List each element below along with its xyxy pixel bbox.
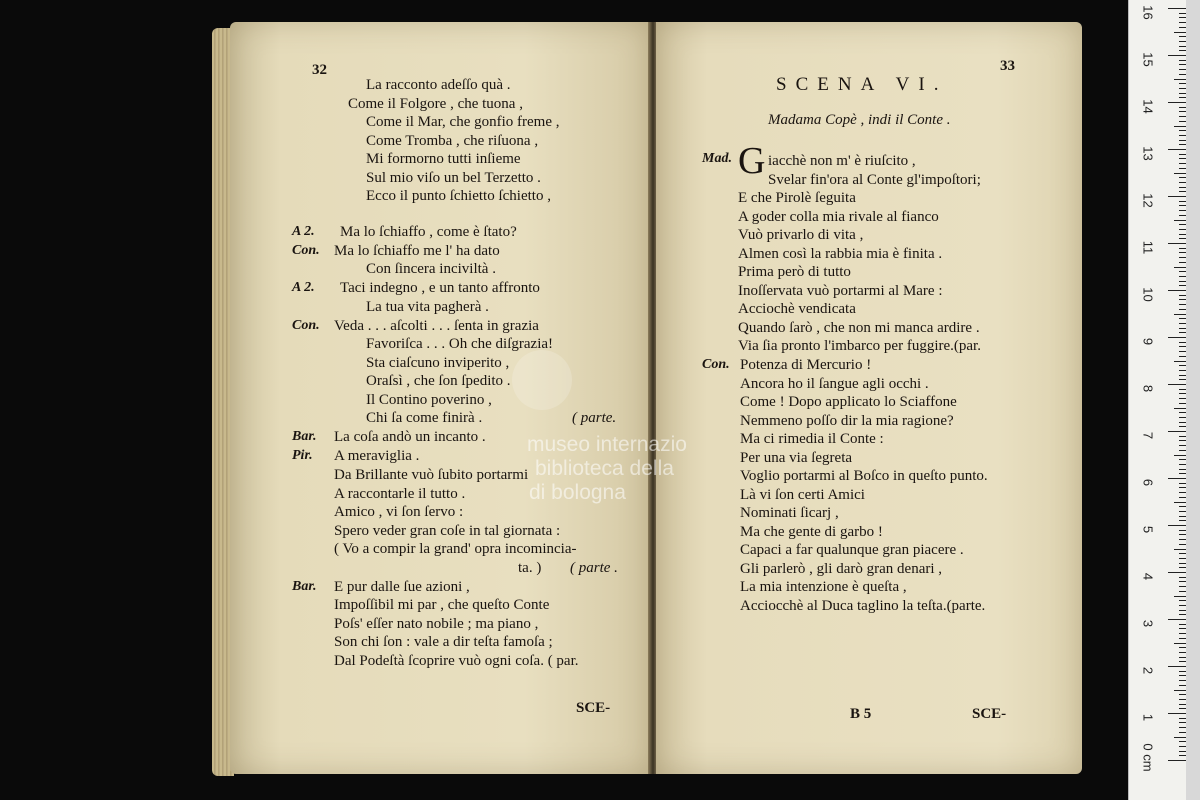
ruler-tick	[1179, 506, 1186, 507]
ruler-tick	[1179, 342, 1186, 343]
open-book	[212, 22, 1082, 774]
verse-line: Sul mio viſo un bel Terzetto .	[366, 170, 541, 186]
ruler-tick	[1179, 238, 1186, 239]
ruler-tick	[1179, 111, 1186, 112]
scene-heading: SCENA VI.	[776, 74, 948, 95]
verse-line: Spero veder gran coſe in tal giornata :	[334, 523, 561, 539]
verse-line: Ma che gente di garbo !	[740, 524, 883, 540]
verse-line: Dal Podeſtà ſcoprire vuò ogni coſa. ( par.	[334, 653, 579, 669]
verse-line: Il Contino poverino ,	[366, 392, 492, 408]
ruler-tick	[1179, 633, 1186, 634]
ruler-tick	[1179, 281, 1186, 282]
ruler-tick	[1168, 55, 1186, 56]
ruler-tick	[1168, 572, 1186, 573]
drop-cap: G	[738, 140, 766, 182]
ruler-tick	[1179, 680, 1186, 681]
speaker-label: Bar.	[292, 579, 317, 594]
ruler-tick	[1179, 652, 1186, 653]
ruler-tick	[1168, 760, 1186, 761]
ruler-tick	[1179, 483, 1186, 484]
ruler-tick	[1179, 661, 1186, 662]
ruler-tick	[1179, 473, 1186, 474]
ruler-number: 15	[1140, 52, 1156, 67]
catchword: SCE-	[972, 706, 1007, 722]
ruler-tick	[1179, 553, 1186, 554]
ruler-tick	[1168, 337, 1186, 338]
verse-line: Come ! Dopo applicato lo Sciaffone	[740, 394, 957, 410]
verse-line: Voglio portarmi al Boſco in queſto punto.	[740, 468, 988, 484]
ruler-tick	[1179, 88, 1186, 89]
ruler-tick	[1179, 459, 1186, 460]
ruler-tick	[1179, 398, 1186, 399]
verse-line: La mia intenzione è queſta ,	[740, 579, 907, 595]
ruler-tick	[1179, 262, 1186, 263]
verse-line: Ancora ho il ſangue agli occhi .	[740, 376, 929, 392]
verse-line: iacchè non m' è riuſcito ,	[768, 153, 916, 169]
ruler-tick	[1179, 107, 1186, 108]
ruler-tick	[1168, 102, 1186, 103]
verse-line: Capaci a far qualunque gran piacere .	[740, 542, 964, 558]
ruler-tick	[1179, 36, 1186, 37]
ruler-tick	[1179, 671, 1186, 672]
ruler-number: 7	[1140, 431, 1156, 440]
verse-line: Svelar fin'ora al Conte gl'impoſtori;	[768, 172, 981, 188]
ruler-tick	[1174, 737, 1186, 738]
verse-line: Ma lo ſchiaffo , come è ſtato?	[340, 224, 517, 240]
verse-line: Taci indegno , e un tanto affronto	[340, 280, 540, 296]
watermark-line: museo internazio	[527, 433, 687, 456]
verse-line: Son chi ſon : vale a dir teſta famoſa ;	[334, 634, 553, 650]
speaker-label: Bar.	[292, 429, 317, 444]
ruler-number: 5	[1140, 525, 1156, 534]
ruler-number: 16	[1140, 5, 1156, 20]
ruler-tick	[1179, 13, 1186, 14]
ruler-tick	[1179, 205, 1186, 206]
ruler-tick	[1174, 267, 1186, 268]
ruler-tick	[1179, 445, 1186, 446]
ruler-tick	[1179, 732, 1186, 733]
verse-line: Nominati ſicarj ,	[740, 505, 839, 521]
verse-line: Come il Folgore , che tuona ,	[348, 96, 523, 112]
ruler-tick	[1168, 713, 1186, 714]
speaker-label: Con.	[292, 243, 320, 258]
ruler-tick	[1174, 220, 1186, 221]
ruler-tick	[1179, 365, 1186, 366]
ruler-tick	[1179, 309, 1186, 310]
ruler-tick	[1179, 638, 1186, 639]
left-page	[230, 22, 650, 774]
ruler-tick	[1179, 304, 1186, 305]
verse-line: Via ſia pronto l'imbarco per fuggire.(par.	[738, 338, 981, 354]
speaker-label: Mad.	[702, 151, 732, 166]
ruler-tick	[1179, 285, 1186, 286]
ruler-tick	[1179, 346, 1186, 347]
ruler-tick	[1179, 675, 1186, 676]
ruler-tick	[1179, 497, 1186, 498]
left-page-number: 32	[312, 62, 327, 78]
ruler-tick	[1179, 93, 1186, 94]
ruler-tick	[1179, 234, 1186, 235]
verse-line: Almen così la rabbia mia è finita .	[738, 246, 943, 262]
verse-line: Potenza di Mercurio !	[740, 357, 872, 373]
ruler-tick	[1179, 69, 1186, 70]
ruler-tick	[1179, 182, 1186, 183]
verse-line: A raccontarle il tutto .	[334, 486, 466, 502]
ruler-tick	[1174, 173, 1186, 174]
verse-line: Prima però di tutto	[738, 264, 851, 280]
ruler-tick	[1179, 191, 1186, 192]
verse-line: A meraviglia .	[334, 448, 420, 464]
ruler-tick	[1174, 408, 1186, 409]
speaker-label: Pir.	[292, 448, 313, 463]
verse-line: La tua vita pagherà .	[366, 299, 489, 315]
ruler-number: 9	[1140, 337, 1156, 346]
ruler-tick	[1179, 685, 1186, 686]
ruler-tick	[1168, 384, 1186, 385]
ruler-tick	[1179, 699, 1186, 700]
ruler-number: 8	[1140, 384, 1156, 393]
ruler-tick	[1179, 511, 1186, 512]
ruler-tick	[1179, 450, 1186, 451]
ruler-tick	[1179, 276, 1186, 277]
ruler-tick	[1179, 741, 1186, 742]
ruler-tick	[1168, 666, 1186, 667]
catchword: SCE-	[576, 700, 611, 716]
ruler-tick	[1179, 436, 1186, 437]
ruler-tick	[1174, 126, 1186, 127]
ruler-tick	[1179, 17, 1186, 18]
ruler-tick	[1174, 32, 1186, 33]
verse-line: La coſa andò un incanto .	[334, 429, 486, 445]
ruler-tick	[1179, 215, 1186, 216]
ruler-tick	[1168, 149, 1186, 150]
ruler-tick	[1179, 755, 1186, 756]
verse-line: Nemmeno poſſo dir la mia ragione?	[740, 413, 954, 429]
ruler-tick	[1174, 690, 1186, 691]
ruler-number: 10	[1140, 287, 1156, 302]
ruler-tick	[1179, 201, 1186, 202]
ruler-tick	[1174, 549, 1186, 550]
ruler-tick	[1179, 647, 1186, 648]
ruler-tick	[1179, 323, 1186, 324]
ruler-tick	[1179, 271, 1186, 272]
ruler-tick	[1179, 83, 1186, 84]
ruler-tick	[1179, 295, 1186, 296]
verse-line: Come Tromba , che riſuona ,	[366, 133, 539, 149]
right-page	[656, 22, 1082, 774]
ruler-tick	[1179, 628, 1186, 629]
verse-line: E pur dalle ſue azioni ,	[334, 579, 470, 595]
ruler-tick	[1179, 544, 1186, 545]
ruler-tick	[1179, 229, 1186, 230]
signature-mark: B 5	[850, 706, 872, 722]
ruler-tick	[1179, 299, 1186, 300]
ruler-tick	[1179, 610, 1186, 611]
ruler-tick	[1179, 403, 1186, 404]
ruler-tick	[1179, 328, 1186, 329]
watermark-logo	[512, 350, 572, 410]
ruler-tick	[1179, 567, 1186, 568]
ruler-tick	[1179, 144, 1186, 145]
ruler-tick	[1179, 46, 1186, 47]
ruler-number: 4	[1140, 572, 1156, 581]
ruler-tick	[1174, 643, 1186, 644]
verse-line: E che Pirolè ſeguita	[738, 190, 856, 206]
ruler-tick	[1179, 74, 1186, 75]
verse-line: Da Brillante vuò ſubito portarmi	[334, 467, 529, 483]
ruler-number: 2	[1140, 666, 1156, 675]
verse-line: Ma ci rimedia il Conte :	[740, 431, 884, 447]
ruler-tick	[1174, 314, 1186, 315]
speaker-label: Con.	[702, 357, 730, 372]
ruler-tick	[1179, 130, 1186, 131]
ruler-tick	[1179, 487, 1186, 488]
ruler-tick	[1179, 577, 1186, 578]
verse-line: Vuò privarlo di vita ,	[738, 227, 864, 243]
ruler-tick	[1174, 455, 1186, 456]
verse-line: ta. )	[518, 560, 542, 576]
ruler-tick	[1179, 356, 1186, 357]
ruler-tick	[1179, 163, 1186, 164]
ruler-tick	[1179, 469, 1186, 470]
verse-line: A goder colla mia rivale al fianco	[738, 209, 939, 225]
ruler-tick	[1179, 624, 1186, 625]
ruler-tick	[1179, 704, 1186, 705]
verse-line: Impoſſibil mi par , che queſto Conte	[334, 597, 550, 613]
verse-line: Veda . . . aſcolti . . . ſenta in grazia	[334, 318, 539, 334]
ruler-tick	[1168, 619, 1186, 620]
watermark-line: biblioteca della	[535, 457, 674, 480]
verse-line: Amico , vi ſon ſervo :	[334, 504, 464, 520]
ruler-tick	[1179, 22, 1186, 23]
verse-line: Ma lo ſchiaffo me l' ha dato	[334, 243, 500, 259]
ruler-unit-label: 0 cm	[1140, 743, 1156, 772]
verse-line: Oraſsì , che ſon ſpedito .	[366, 373, 511, 389]
ruler-tick	[1179, 41, 1186, 42]
ruler-number: 12	[1140, 193, 1156, 208]
ruler-tick	[1179, 440, 1186, 441]
ruler-tick	[1179, 154, 1186, 155]
watermark-line: di bologna	[529, 481, 626, 504]
verse-line: La racconto adeſſo quà .	[366, 77, 511, 93]
verse-line: Chi ſa come finirà .	[366, 410, 483, 426]
ruler-tick	[1179, 375, 1186, 376]
ruler-tick	[1179, 563, 1186, 564]
ruler-tick	[1179, 718, 1186, 719]
ruler-number: 3	[1140, 619, 1156, 628]
ruler-tick	[1179, 27, 1186, 28]
ruler-tick	[1179, 168, 1186, 169]
ruler-tick	[1174, 79, 1186, 80]
ruler-number: 13	[1140, 146, 1156, 161]
ruler-tick	[1168, 478, 1186, 479]
ruler-tick	[1179, 520, 1186, 521]
ruler-tick	[1179, 332, 1186, 333]
ruler-tick	[1179, 614, 1186, 615]
ruler-tick	[1179, 60, 1186, 61]
ruler-tick	[1179, 586, 1186, 587]
ruler-tick	[1179, 389, 1186, 390]
ruler-tick	[1174, 596, 1186, 597]
ruler-tick	[1179, 426, 1186, 427]
ruler-tick	[1179, 581, 1186, 582]
verse-line: Ecco il punto ſchietto ſchietto ,	[366, 188, 551, 204]
ruler-tick	[1179, 516, 1186, 517]
ruler-tick	[1179, 64, 1186, 65]
speaker-label: A 2.	[292, 224, 315, 239]
ruler-tick	[1179, 135, 1186, 136]
ruler-tick	[1179, 177, 1186, 178]
ruler-tick	[1168, 431, 1186, 432]
ruler-number: 1	[1140, 713, 1156, 722]
ruler-tick	[1179, 605, 1186, 606]
speaker-label: Con.	[292, 318, 320, 333]
verse-line: Con ſincera inciviltà .	[366, 261, 496, 277]
ruler-tick	[1168, 525, 1186, 526]
verse-line: Poſs' eſſer nato nobile ; ma piano ,	[334, 616, 539, 632]
ruler-tick	[1174, 502, 1186, 503]
ruler-tick	[1179, 393, 1186, 394]
ruler-tick	[1168, 290, 1186, 291]
ruler-edge	[1186, 0, 1200, 800]
ruler-tick	[1179, 140, 1186, 141]
ruler-tick	[1179, 116, 1186, 117]
ruler-tick	[1179, 694, 1186, 695]
ruler-tick	[1179, 492, 1186, 493]
measurement-ruler	[1128, 0, 1186, 800]
verse-line: Quando ſarò , che non mi manca ardire .	[738, 320, 980, 336]
verse-line: Favoriſca . . . Oh che diſgrazia!	[366, 336, 554, 352]
ruler-tick	[1179, 464, 1186, 465]
ruler-tick	[1179, 727, 1186, 728]
ruler-tick	[1179, 657, 1186, 658]
ruler-tick	[1179, 708, 1186, 709]
ruler-tick	[1179, 351, 1186, 352]
speaker-label: A 2.	[292, 280, 315, 295]
ruler-tick	[1179, 187, 1186, 188]
verse-line: Acciochè vendicata	[738, 301, 856, 317]
ruler-tick	[1179, 121, 1186, 122]
ruler-tick	[1179, 158, 1186, 159]
stage-direction: ( parte .	[570, 560, 618, 576]
verse-line: ( Vo a compir la grand' opra incomincia-	[334, 541, 577, 557]
ruler-tick	[1168, 8, 1186, 9]
ruler-tick	[1179, 591, 1186, 592]
verse-line: Per una via ſegreta	[740, 450, 853, 466]
verse-line: Sta ciaſcuno inviperito ,	[366, 355, 510, 371]
ruler-tick	[1179, 600, 1186, 601]
verse-line: Là vi ſon certi Amici	[740, 487, 865, 503]
ruler-tick	[1179, 751, 1186, 752]
ruler-tick	[1179, 210, 1186, 211]
ruler-tick	[1179, 252, 1186, 253]
ruler-tick	[1179, 50, 1186, 51]
ruler-tick	[1179, 97, 1186, 98]
ruler-tick	[1179, 412, 1186, 413]
ruler-tick	[1179, 534, 1186, 535]
ruler-tick	[1168, 196, 1186, 197]
verse-line: Mi formorno tutti inſieme	[366, 151, 521, 167]
stage-direction: ( parte.	[572, 410, 617, 426]
ruler-tick	[1179, 224, 1186, 225]
verse-line: Gli parlerò , gli darò gran denari ,	[740, 561, 943, 577]
verse-line: Acciocchè al Duca taglino la teſta.(parte.	[740, 598, 986, 614]
ruler-tick	[1179, 422, 1186, 423]
ruler-tick	[1179, 539, 1186, 540]
ruler-tick	[1179, 530, 1186, 531]
ruler-tick	[1179, 558, 1186, 559]
ruler-tick	[1179, 746, 1186, 747]
scene-subheading: Madama Copè , indi il Conte .	[768, 112, 951, 128]
ruler-tick	[1179, 248, 1186, 249]
ruler-tick	[1179, 379, 1186, 380]
verse-line: Inoſſervata vuò portarmi al Mare :	[738, 283, 943, 299]
ruler-tick	[1174, 361, 1186, 362]
right-page-number: 33	[1000, 58, 1015, 74]
ruler-tick	[1179, 370, 1186, 371]
ruler-tick	[1179, 257, 1186, 258]
ruler-tick	[1179, 318, 1186, 319]
ruler-number: 14	[1140, 99, 1156, 114]
ruler-number: 6	[1140, 478, 1156, 487]
ruler-tick	[1168, 243, 1186, 244]
ruler-tick	[1179, 722, 1186, 723]
ruler-number: 11	[1140, 240, 1156, 255]
ruler-tick	[1179, 417, 1186, 418]
verse-line: Come il Mar, che gonfio freme ,	[366, 114, 560, 130]
